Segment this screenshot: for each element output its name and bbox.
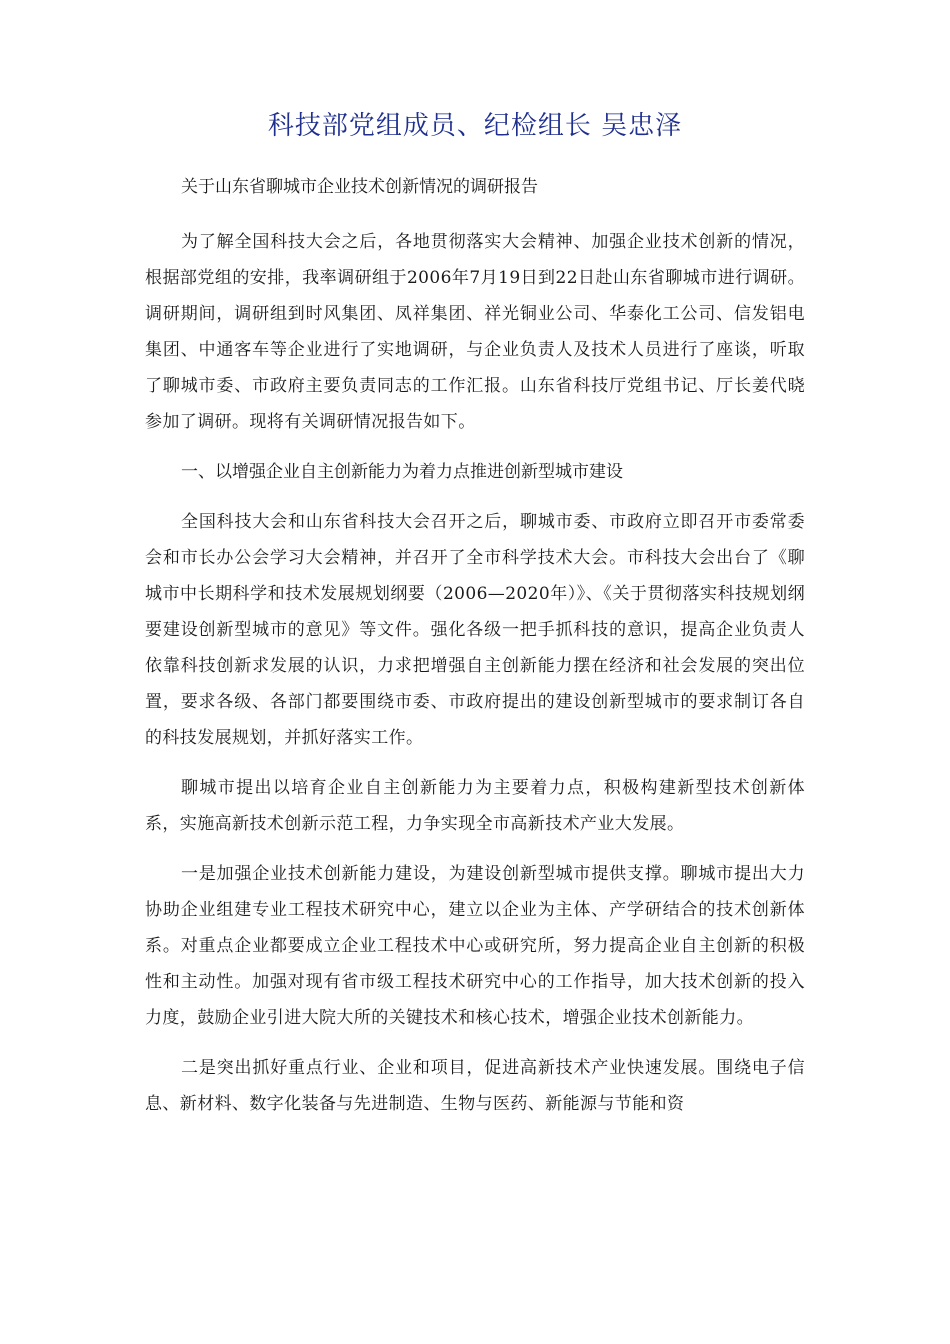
paragraph-conference: 全国科技大会和山东省科技大会召开之后，聊城市委、市政府立即召开市委常委会和市长办公会学习大会精神，并召开了全市科学技术大会。市科技大会出台了《聊城市中长期科学和技术发展规划纲要（2006—2020年）》、《关于贯彻落实科技规划纲要建设创新型城市的意见》等文件。强化各级一把手抓科技的意识，提高企业负责人依靠科技创新求发展的认识，力求把增强自主创新能力摆在经济和社会发展的突出位置，要求各级、各部门都要围绕市委、市政府提出的建设创新型城市的要求制订各自的科技发展规划，并抓好落实工作。: [145, 512, 805, 748]
report-subtitle: 关于山东省聊城市企业技术创新情况的调研报告: [181, 177, 538, 197]
paragraph-point-one: 一是加强企业技术创新能力建设，为建设创新型城市提供支撑。聊城市提出大力协助企业组建专业工程技术研究中心，建立以企业为主体、产学研结合的技术创新体系。对重点企业都要成立企业工程技术中心或研究所，努力提高企业自主创新的积极性和主动性。加强对现有省市级工程技术研究中心的工作指导，加大技术创新的投入力度，鼓励企业引进大院大所的关键技术和核心技术，增强企业技术创新能力。: [145, 864, 805, 1028]
paragraph-point-two: 二是突出抓好重点行业、企业和项目，促进高新技术产业快速发展。围绕电子信息、新材料、数字化装备与先进制造、生物与医药、新能源与节能和资: [145, 1058, 805, 1114]
document-title: 科技部党组成员、纪检组长 吴忠泽: [267, 111, 683, 141]
paragraph-intro: 为了解全国科技大会之后，各地贯彻落实大会精神、加强企业技术创新的情况，根据部党组的安排，我率调研组于2006年7月19日到22日赴山东省聊城市进行调研。调研期间，调研组到时风集团、凤祥集团、祥光铜业公司、华泰化工公司、信发铝电集团、中通客车等企业进行了实地调研，与企业负责人及技术人员进行了座谈，听取了聊城市委、市政府主要负责同志的工作汇报。山东省科技厅党组书记、厅长姜代晓参加了调研。现将有关调研情况报告如下。: [145, 232, 805, 432]
document-page: [145, 100, 805, 1136]
section-heading-1: 一、以增强企业自主创新能力为着力点推进创新型城市建设: [181, 462, 623, 482]
paragraph-innovation-system: 聊城市提出以培育企业自主创新能力为主要着力点，积极构建新型技术创新体系，实施高新技术创新示范工程，力争实现全市高新技术产业大发展。: [145, 778, 805, 834]
